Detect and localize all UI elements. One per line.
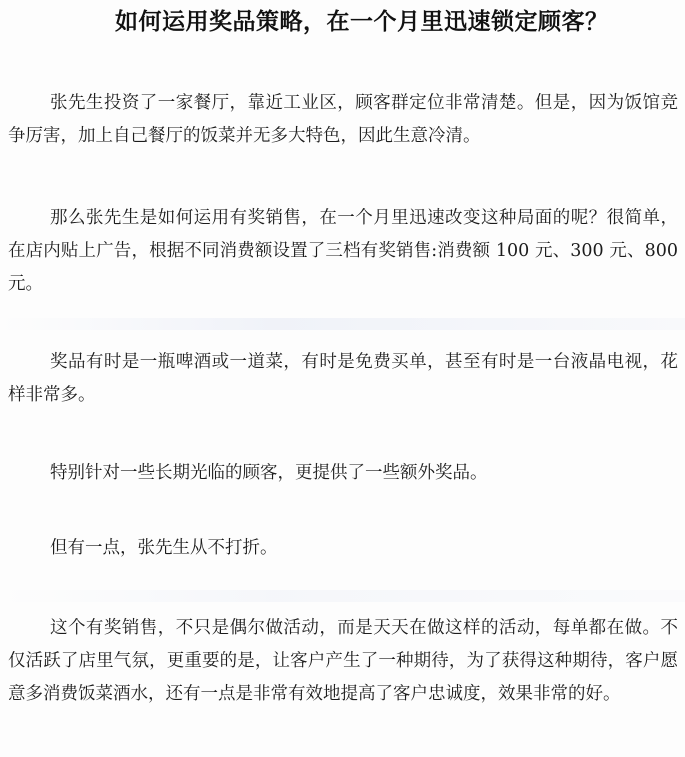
- scan-artifact: [0, 590, 685, 602]
- paragraph-no-discount: 但有一点，张先生从不打折。: [50, 538, 278, 558]
- scan-artifact: [0, 318, 685, 330]
- paragraph-intro: 张先生投资了一家餐厅，靠近工业区，顾客群定位非常清楚。但是，因为饭馆竞争厉害，加上自己餐厅的饭菜并无多大特色，因此生意冷清。: [8, 93, 678, 146]
- paragraph-promotion: 那么张先生是如何运用有奖销售，在一个月里迅速改变这种局面的呢？很简单，在店内贴上广告，根据不同消费额设置了三档有奖销售:消费额 100 元、300 元、800 元。: [8, 208, 678, 294]
- paragraph-results: 这个有奖销售，不只是偶尔做活动，而是天天在做这样的活动，每单都在做。不仅活跃了店里气氛，更重要的是，让客户产生了一种期待，为了获得这种期待，客户愿意多消费饭菜酒水，还有一点是非常有效地提高了客户忠诚度，效果非常的好。: [8, 618, 678, 704]
- paragraph-prizes: 奖品有时是一瓶啤酒或一道菜，有时是免费买单，甚至有时是一台液晶电视，花样非常多。: [8, 352, 678, 405]
- article-title: 如何运用奖品策略，在一个月里迅速锁定顾客？: [115, 9, 609, 35]
- paragraph-loyal-customers: 特别针对一些长期光临的顾客，更提供了一些额外奖品。: [50, 463, 488, 483]
